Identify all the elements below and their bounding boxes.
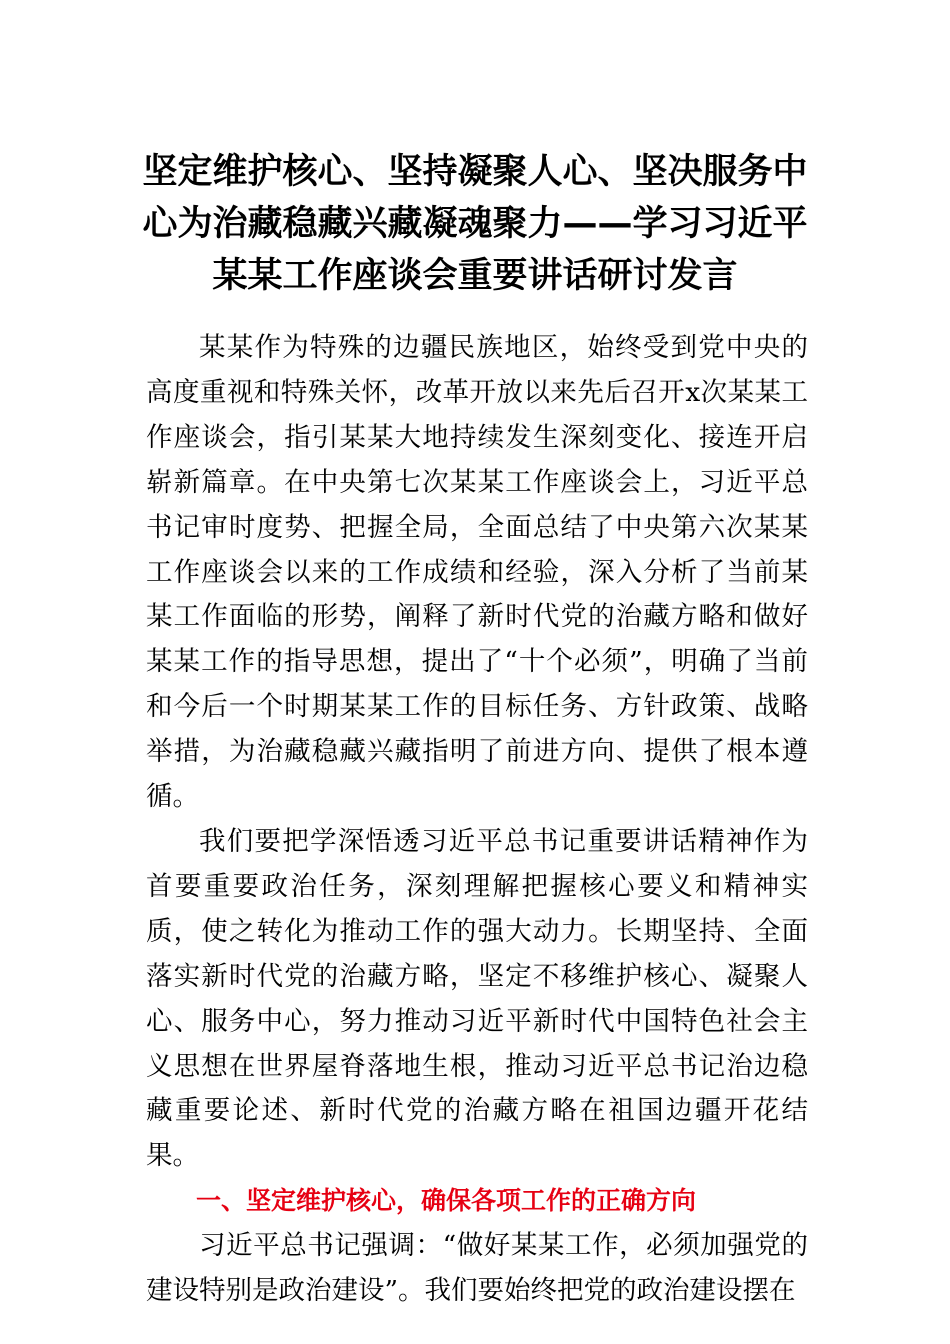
- section-heading: 一、坚定维护核心，确保各项工作的正确方向: [196, 1186, 697, 1216]
- body-paragraph-intro: 某某作为特殊的边疆民族地区，始终受到党中央的高度重视和特殊关怀，改革开放以来先后召开x次某某工作座谈会，指引某某大地持续发生深刻变化、接连开启崭新篇章。在中央第七次某某工作座谈会上，习近平总书记审时度势、把握全局，全面总结了中央第六次某某工作座谈会以来的工作成绩和经验，深入分析了当前某某工作面临的形势，阐释了新时代党的治藏方略和做好某某工作的指导思想，提出了“十个必须”，明确了当前和今后一个时期某某工作的目标任务、方针政策、战略举措，为治藏稳藏兴藏指明了前进方向、提供了根本遵循。: [146, 332, 808, 813]
- document-body: [146, 326, 808, 1314]
- document-title: 坚定维护核心、坚持凝聚人心、坚决服务中心为治藏稳藏兴藏凝魂聚力——学习习近平某某工作座谈会重要讲话研讨发言: [142, 152, 808, 296]
- section-paragraph: 习近平总书记强调：“做好某某工作，必须加强党的建设特别是政治建设”。我们要始终把党的政治建设摆在: [146, 1230, 808, 1307]
- body-paragraph-task: 我们要把学深悟透习近平总书记重要讲话精神作为首要重要政治任务，深刻理解把握核心要义和精神实质，使之转化为推动工作的强大动力。长期坚持、全面落实新时代党的治藏方略，坚定不移维护核心、凝聚人心、服务中心，努力推动习近平新时代中国特色社会主义思想在世界屋脊落地生根，推动习近平总书记治边稳藏重要论述、新时代党的治藏方略在祖国边疆开花结果。: [146, 825, 808, 1172]
